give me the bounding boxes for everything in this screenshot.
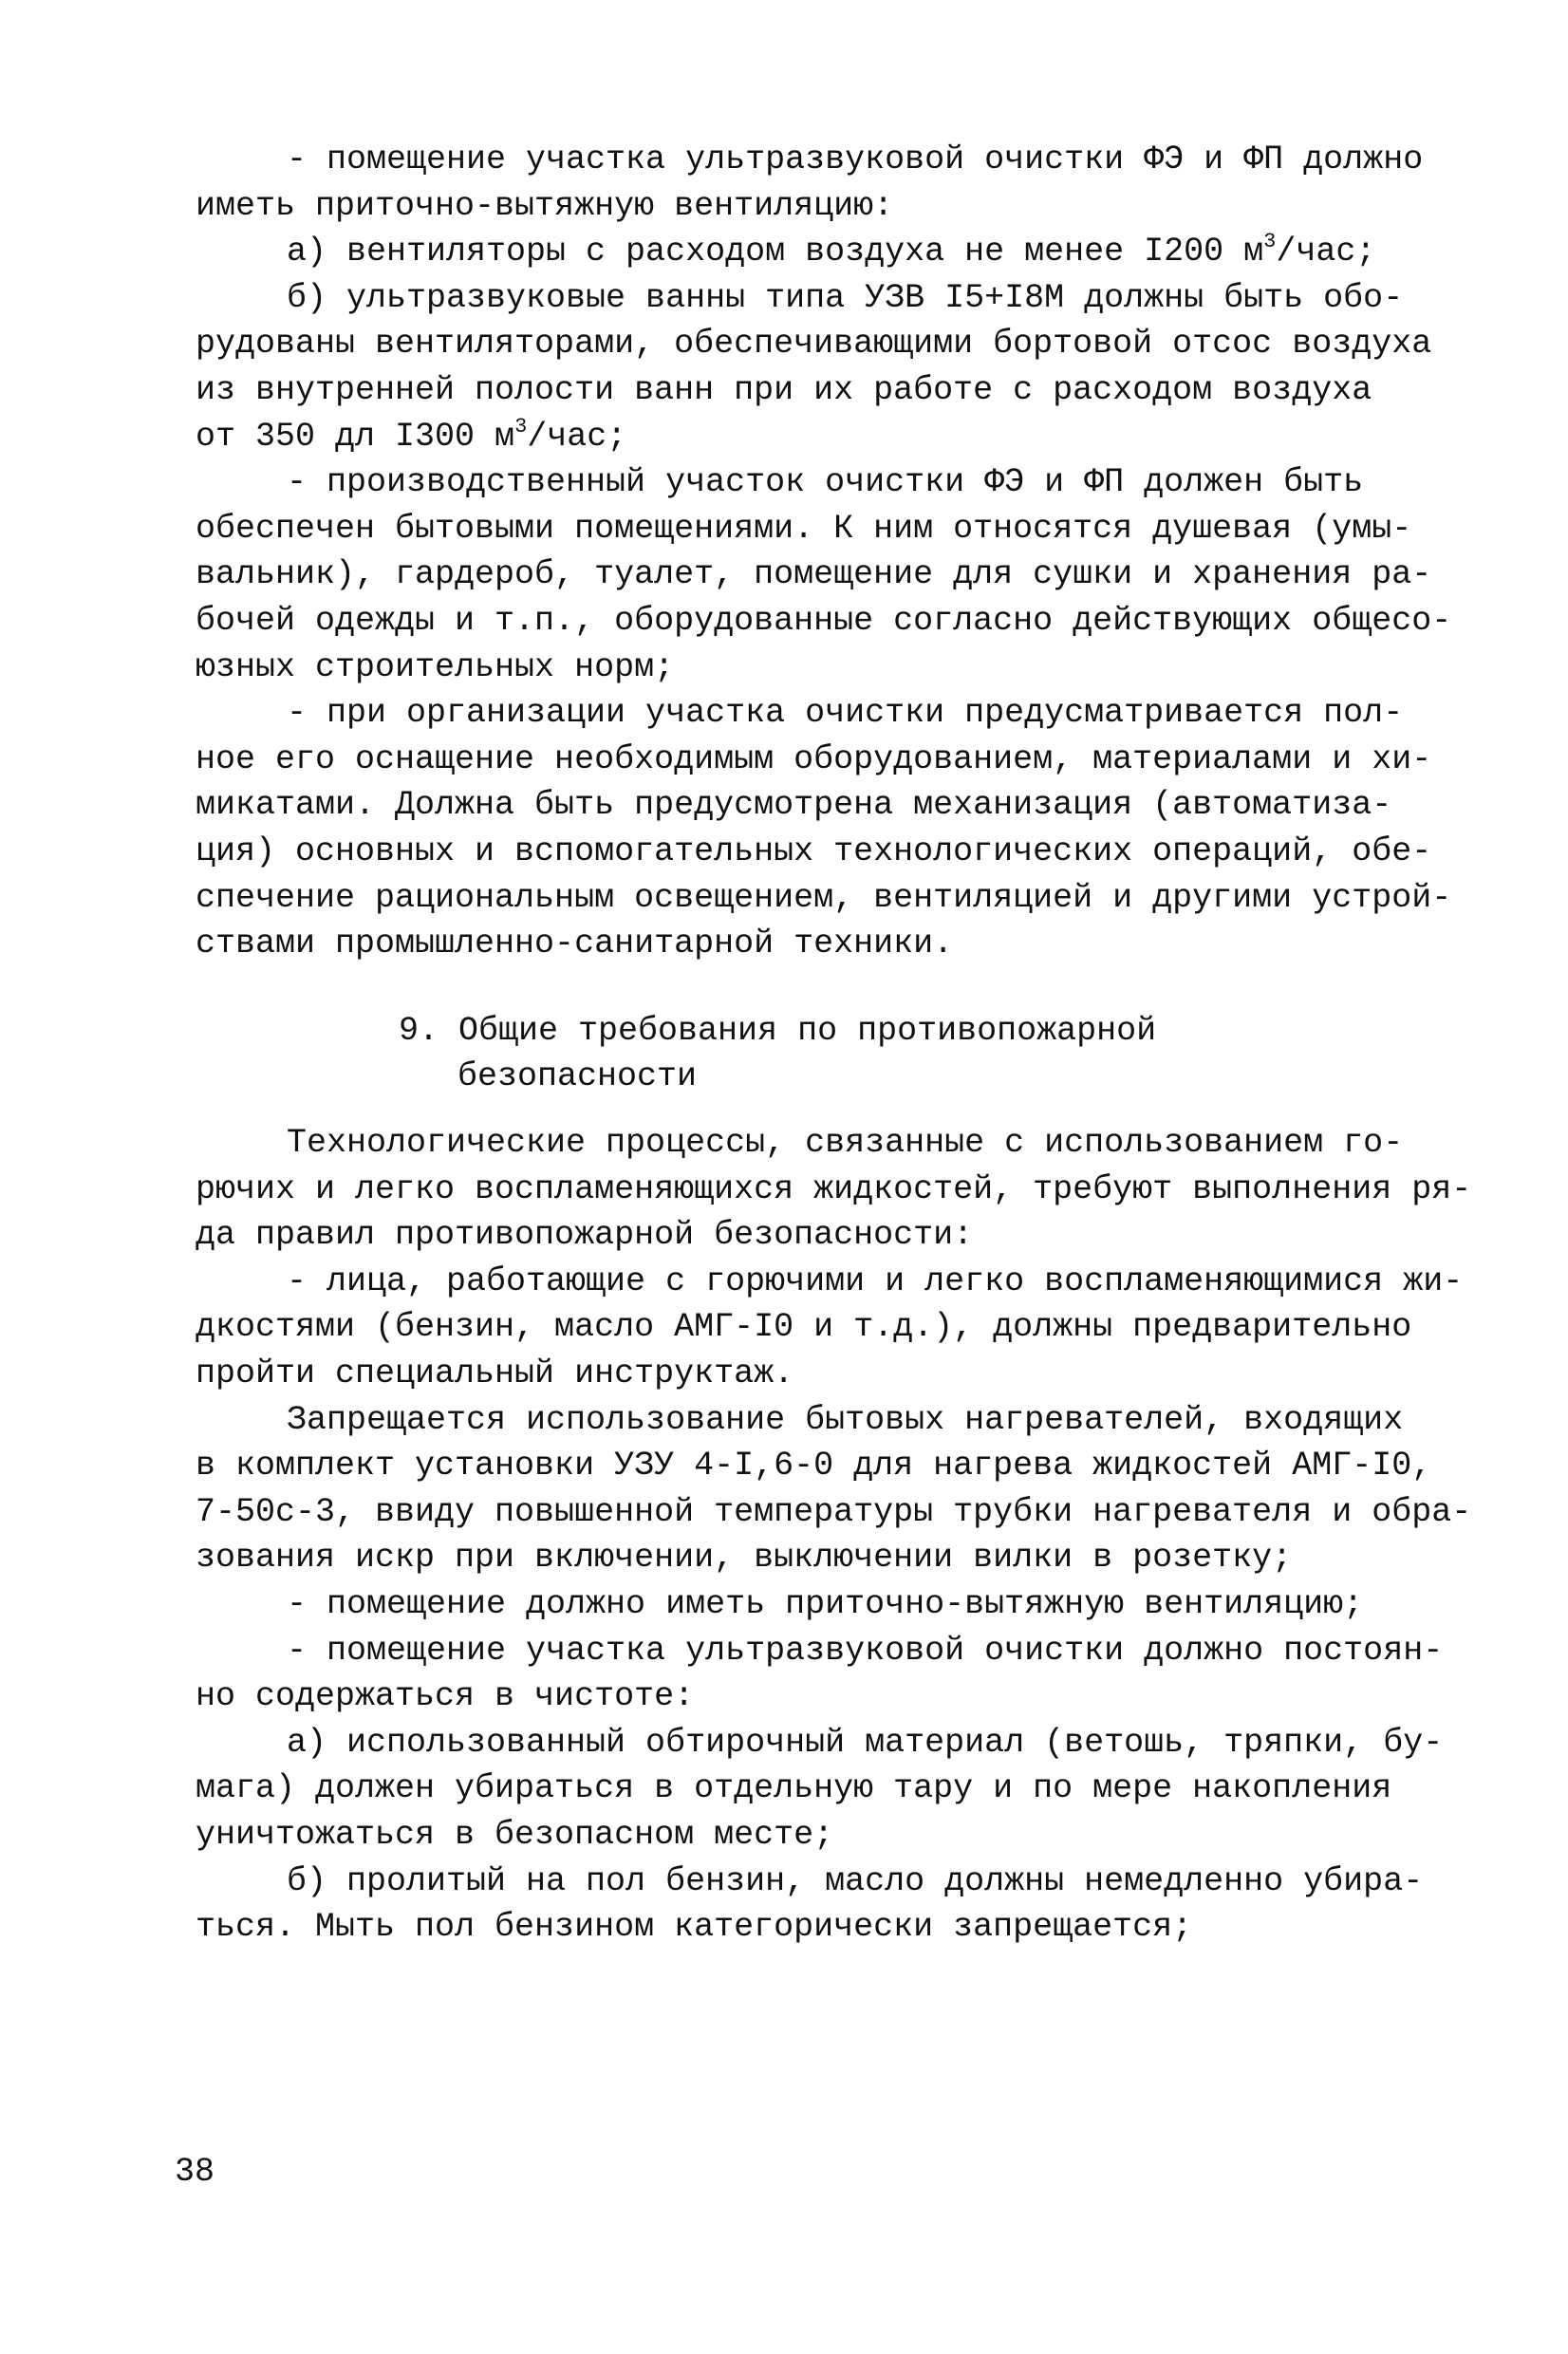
text-line: уничтожаться в безопасном месте; [196, 1815, 834, 1854]
text-line: дкостями (бензин, масло АМГ-I0 и т.д.), должны предварительно [196, 1308, 1412, 1347]
text-line: бочей одежды и т.п., оборудованные согласно действующих общесо- [196, 601, 1452, 640]
text-fragment: от 350 дл I300 м [196, 417, 515, 456]
text-line: из внутренней полости ванн при их работе с расходом воздуха [196, 370, 1372, 409]
section-9-heading [399, 1008, 1156, 1099]
text-line: ция) основных и вспомогательных технологических операций, обе- [196, 831, 1432, 870]
text-line: спечение рациональным освещением, вентиляцией и другими устрой- [196, 878, 1452, 917]
text-line: - помещение участка ультразвуковой очистки должно постоян- [287, 1631, 1444, 1670]
text-line: Запрещается использование бытовых нагревателей, входящих [287, 1400, 1404, 1439]
text-fragment: /час; [527, 417, 627, 456]
text-line: в комплект установки УЗУ 4-I,6-0 для нагрева жидкостей АМГ-I0, [196, 1447, 1432, 1485]
text-line: но содержаться в чистоте: [196, 1677, 695, 1716]
page-number: 38 [175, 2153, 215, 2191]
text-line: зования искр при включении, выключении вилки в розетку; [196, 1539, 1293, 1578]
text-line: микатами. Должна быть предусмотрена механизация (автоматиза- [196, 786, 1392, 825]
text-fragment: /час; [1276, 233, 1376, 271]
text-line: иметь приточно-вытяжную вентиляцию: [196, 186, 894, 225]
text-line: - помещение участка ультразвуковой очистки ФЭ и ФП должно [287, 140, 1424, 178]
text-line: б) ультразвуковые ванны типа УЗВ I5+I8М должны быть обо- [287, 278, 1404, 317]
text-line: - помещение должно иметь приточно-вытяжную вентиляцию; [287, 1584, 1364, 1623]
text-line: юзных строительных норм; [196, 647, 675, 686]
text-line: Технологические процессы, связанные с использованием го- [287, 1124, 1404, 1162]
text-line: - производственный участок очистки ФЭ и ФП должен быть [287, 463, 1364, 502]
text-line: пройти специальный инструктаж. [196, 1354, 794, 1392]
text-line: 7-50с-3, ввиду повышенной температуры трубки нагревателя и обра- [196, 1492, 1472, 1531]
section-9-text-block [196, 1120, 1472, 1951]
text-line: ное его оснащение необходимым оборудованием, материалами и хи- [196, 739, 1432, 778]
superscript: 3 [1263, 230, 1277, 254]
text-line [196, 229, 1382, 275]
section-8-text-block [196, 137, 1452, 967]
heading-line: безопасности [457, 1057, 698, 1095]
text-line: вальник), гардероб, туалет, помещение для сушки и хранения ра- [196, 555, 1432, 594]
text-line: б) пролитый на пол бензин, масло должны немедленно убира- [287, 1861, 1424, 1900]
text-line: - лица, работающие с горючими и легко воспламеняющимися жи- [287, 1261, 1464, 1300]
text-line: ться. Мыть пол бензином категорически запрещается; [196, 1908, 1193, 1947]
text-fragment: а) вентиляторы с расходом воздуха не менее I200 м [287, 233, 1264, 271]
text-line: а) использованный обтирочный материал (ветошь, тряпки, бу- [287, 1723, 1444, 1762]
text-line: мага) должен убираться в отдельную тару и по мере накопления [196, 1769, 1392, 1808]
text-line: ствами промышленно-санитарной техники. [196, 925, 954, 963]
text-line: рудованы вентиляторами, обеспечивающими бортовой отсос воздуха [196, 325, 1432, 364]
heading-line: 9. Общие требования по противопожарной [399, 1012, 1157, 1050]
text-line: обеспечен бытовыми помещениями. К ним относятся душевая (умы- [196, 509, 1412, 548]
superscript: 3 [514, 414, 528, 439]
text-line: рючих и легко воспламеняющихся жидкостей, требуют выполнения ря- [196, 1169, 1472, 1208]
text-line: да правил противопожарной безопасности: [196, 1216, 974, 1255]
text-line: - при организации участка очистки предусматривается пол- [287, 694, 1404, 733]
text-line [196, 414, 1382, 460]
